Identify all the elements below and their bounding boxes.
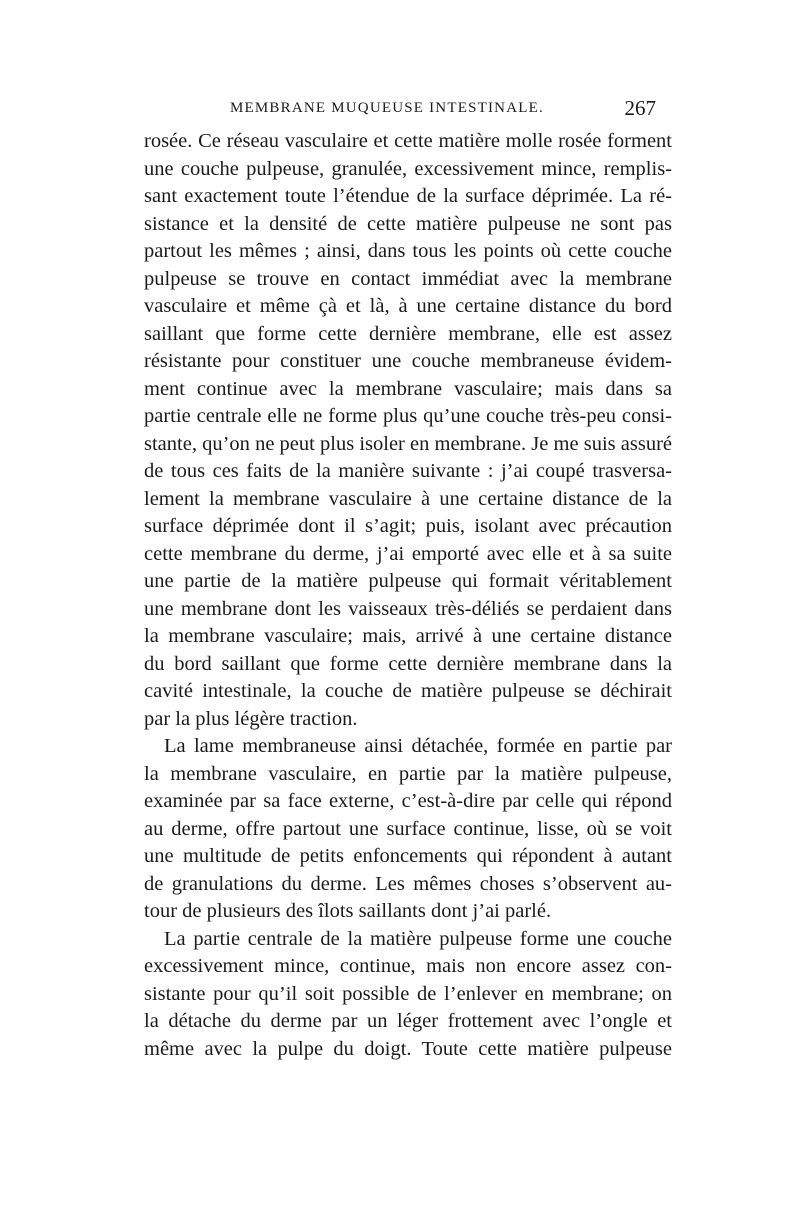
text-line: la membrane vasculaire; mais, arrivé à une certaine distance xyxy=(144,625,672,647)
text-line: La lame membraneuse ainsi détachée, formée en partie par xyxy=(164,735,672,757)
text-line: sant exactement toute l’étendue de la surface déprimée. La ré- xyxy=(144,185,672,207)
text-line: sistance et la densité de cette matière pulpeuse ne sont pas xyxy=(144,212,672,235)
text-line: partout les mêmes ; ainsi, dans tous les points où cette couche xyxy=(144,240,672,262)
paragraph xyxy=(144,926,672,1064)
page-header xyxy=(144,96,656,126)
running-title: MEMBRANE MUQUEUSE INTESTINALE. xyxy=(230,100,544,116)
text-line: tour de plusieurs des îlots saillants dont j’ai parlé. xyxy=(144,900,552,922)
text-line: par la plus légère traction. xyxy=(144,707,358,730)
text-line: une couche pulpeuse, granulée, excessivement mince, remplis- xyxy=(144,157,672,180)
paragraph xyxy=(144,128,672,733)
text-line: pulpeuse se trouve en contact immédiat avec la membrane xyxy=(144,267,672,290)
text-line: une membrane dont les vaisseaux très-déliés se perdaient dans xyxy=(144,597,672,620)
text-line: lement la membrane vasculaire à une certaine distance de la xyxy=(144,487,672,510)
text-line: de granulations du derme. Les mêmes choses s’observent au- xyxy=(144,872,672,895)
text-line: surface déprimée dont il s’agit; puis, isolant avec précaution xyxy=(144,515,672,537)
text-line: résistante pour constituer une couche membraneuse évidem- xyxy=(144,350,672,372)
body-text xyxy=(144,128,672,1063)
text-line: de tous ces faits de la manière suivante : j’ai coupé trasversa- xyxy=(144,460,672,482)
text-line: ment continue avec la membrane vasculaire; mais dans sa xyxy=(144,377,672,400)
text-line: saillant que forme cette dernière membrane, elle est assez xyxy=(144,322,672,345)
text-line: cavité intestinale, la couche de matière pulpeuse se déchirait xyxy=(144,680,672,702)
text-line: au derme, offre partout une surface continue, lisse, où se voit xyxy=(144,817,672,840)
page-number: 267 xyxy=(624,96,656,120)
text-line: partie centrale elle ne forme plus qu’une couche très-peu consi- xyxy=(144,405,672,427)
text-line: excessivement mince, continue, mais non encore assez con- xyxy=(144,955,672,977)
text-line: stante, qu’on ne peut plus isoler en membrane. Je me suis assuré xyxy=(144,432,672,455)
text-line: la détache du derme par un léger frottement avec l’ongle et xyxy=(144,1010,672,1032)
text-line: vasculaire et même çà et là, à une certaine distance du bord xyxy=(144,295,672,317)
text-line: La partie centrale de la matière pulpeuse forme une couche xyxy=(164,927,672,950)
paragraph xyxy=(144,733,672,926)
text-line: cette membrane du derme, j’ai emporté avec elle et à sa suite xyxy=(144,542,672,565)
text-line: la membrane vasculaire, en partie par la matière pulpeuse, xyxy=(144,762,672,785)
text-line: une partie de la matière pulpeuse qui formait véritablement xyxy=(144,570,672,592)
text-line: une multitude de petits enfoncements qui répondent à autant xyxy=(144,845,672,867)
text-line: rosée. Ce réseau vasculaire et cette matière molle rosée forment xyxy=(144,130,672,152)
text-line: même avec la pulpe du doigt. Toute cette matière pulpeuse xyxy=(144,1037,672,1060)
text-line: du bord saillant que forme cette dernière membrane dans la xyxy=(144,652,672,675)
text-line: sistante pour qu’il soit possible de l’enlever en membrane; on xyxy=(144,982,672,1005)
text-line: examinée par sa face externe, c’est-à-dire par celle qui répond xyxy=(144,790,672,812)
